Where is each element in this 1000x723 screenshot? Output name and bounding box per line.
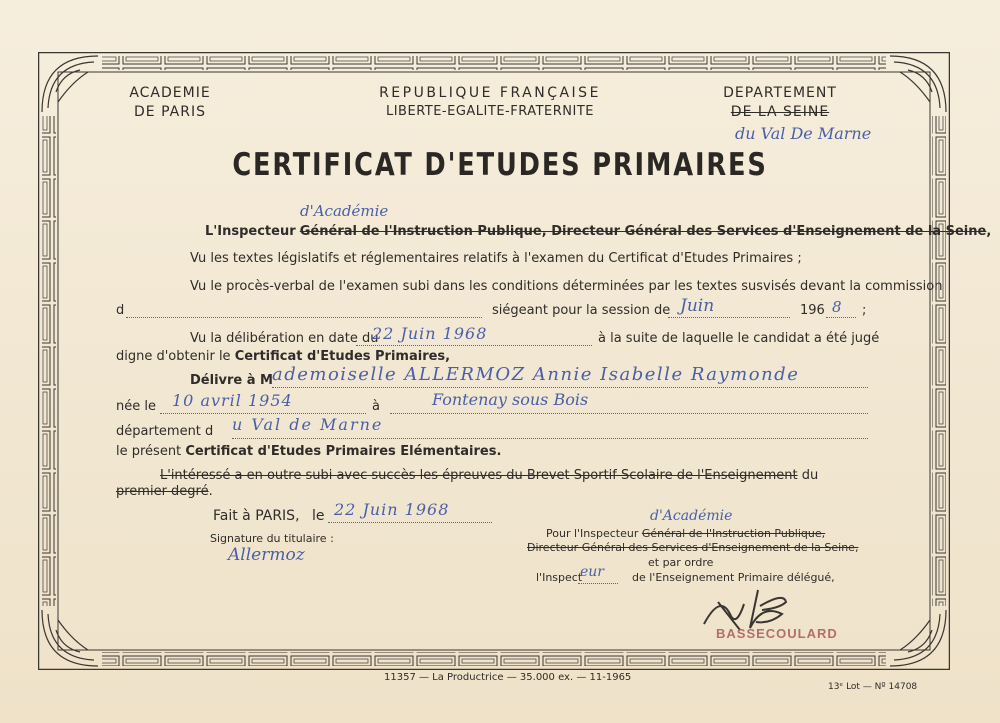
inspector-insert: d'Académie: [300, 202, 389, 220]
pour-struck: Général de l'Instruction Publique,: [641, 527, 826, 540]
certificate-title: CERTIFICAT D'ETUDES PRIMAIRES: [232, 147, 768, 183]
a-label: à: [372, 399, 380, 414]
birth-date: 10 avril 1954: [172, 391, 293, 410]
fait-le: le: [312, 508, 325, 524]
directeur-struck: Directeur Général des Services d'Enseignement de la Seine,: [527, 541, 859, 554]
academie-label: ACADEMIE: [129, 85, 211, 101]
vu-proces-line: Vu le procès-verbal de l'examen subi dans les conditions déterminées par les textes susvisés devant la commission: [190, 279, 943, 294]
vu-textes-line: Vu les textes législatifs et réglementaires relatifs à l'examen du Certificat d'Etudes Primaires ;: [190, 251, 802, 266]
sport-struck-2: premier degré: [116, 484, 209, 499]
lot-footer: 13ᵉ Lot — Nº 14708: [828, 682, 918, 692]
pour-insert: d'Académie: [650, 508, 733, 524]
par-ordre: et par ordre: [648, 556, 714, 569]
departement-label: DEPARTEMENT: [723, 85, 837, 101]
delib-end: à la suite de laquelle le candidat a été jugé: [598, 331, 880, 346]
fait-dots: [328, 522, 492, 523]
session-end: ;: [862, 303, 867, 318]
fait-date: 22 Juin 1968: [334, 500, 450, 519]
nee-label: née le: [116, 399, 156, 414]
inspect-hand: eur: [580, 564, 604, 580]
present-prefix: le présent: [116, 444, 182, 459]
dept-dots: [232, 438, 868, 439]
inspector-prefix: L'Inspecteur: [205, 224, 296, 239]
dept-label: département d: [116, 424, 214, 439]
inspector-struck: Général de l'Instruction Publique, Directeur Général des Services d'Enseignement de la Seine: [299, 224, 987, 239]
republic-label: REPUBLIQUE FRANÇAISE: [379, 85, 601, 101]
delib-date: 22 Juin 1968: [372, 324, 488, 343]
sport-du: du: [801, 468, 819, 483]
sport-end: .: [208, 484, 213, 499]
commission-dots: [126, 317, 482, 318]
dept-value: u Val de Marne: [232, 415, 384, 434]
inspect-dots: [578, 583, 618, 584]
sport-line-2: [116, 484, 213, 499]
pour-line: [546, 527, 825, 540]
session-label: siégeant pour la session de: [492, 303, 671, 318]
session-year-digit: 8: [832, 298, 842, 316]
pour-label: Pour l'Inspecteur: [546, 527, 639, 540]
inspector-line: [205, 224, 991, 239]
delivre-label: Délivre à M: [190, 373, 273, 388]
titulaire-signature: Allermoz: [228, 545, 305, 565]
printer-footer: 11357 — La Productrice — 35.000 ex. — 11-1965: [384, 672, 632, 683]
commission-prefix: d: [116, 303, 125, 318]
birth-place: Fontenay sous Bois: [432, 390, 589, 409]
inspector-suffix: ,: [986, 224, 992, 239]
recipient-name: ademoiselle ALLERMOZ Annie Isabelle Raymonde: [272, 364, 800, 385]
digne-text: digne d'obtenir le: [116, 349, 231, 364]
present-bold: Certificat d'Etudes Primaires Elémentaires.: [185, 444, 502, 459]
fait-label: Fait à PARIS,: [213, 508, 300, 524]
delib-dots: [356, 345, 592, 346]
stamp-name: BASSECOULARD: [716, 626, 838, 641]
year-dots: [826, 317, 856, 318]
sport-struck: L'intéressé a en outre subi avec succès les épreuves du Brevet Sportif Scolaire de l'Enseignement: [160, 468, 798, 483]
session-month: Juin: [680, 296, 715, 316]
delib-label: Vu la délibération en date du: [190, 331, 379, 346]
inspect-rest: de l'Enseignement Primaire délégué,: [632, 571, 835, 584]
recipient-dots: [272, 387, 868, 388]
birthdate-dots: [160, 413, 366, 414]
motto-label: LIBERTE-EGALITE-FRATERNITE: [385, 104, 594, 119]
departement-handwritten: du Val De Marne: [735, 124, 872, 143]
sport-line: [160, 468, 818, 483]
session-dots: [668, 317, 790, 318]
digne-line: [116, 349, 450, 364]
academie-paris-label: DE PARIS: [134, 104, 206, 120]
departement-struck: DE LA SEINE: [730, 104, 830, 120]
present-line: [116, 444, 501, 459]
birthplace-dots: [390, 413, 868, 414]
digne-bold: Certificat d'Etudes Primaires,: [234, 349, 451, 364]
inspect-label: l'Inspect: [536, 571, 583, 584]
session-year-prefix: 196: [800, 303, 825, 318]
titulaire-label: Signature du titulaire :: [210, 532, 334, 545]
